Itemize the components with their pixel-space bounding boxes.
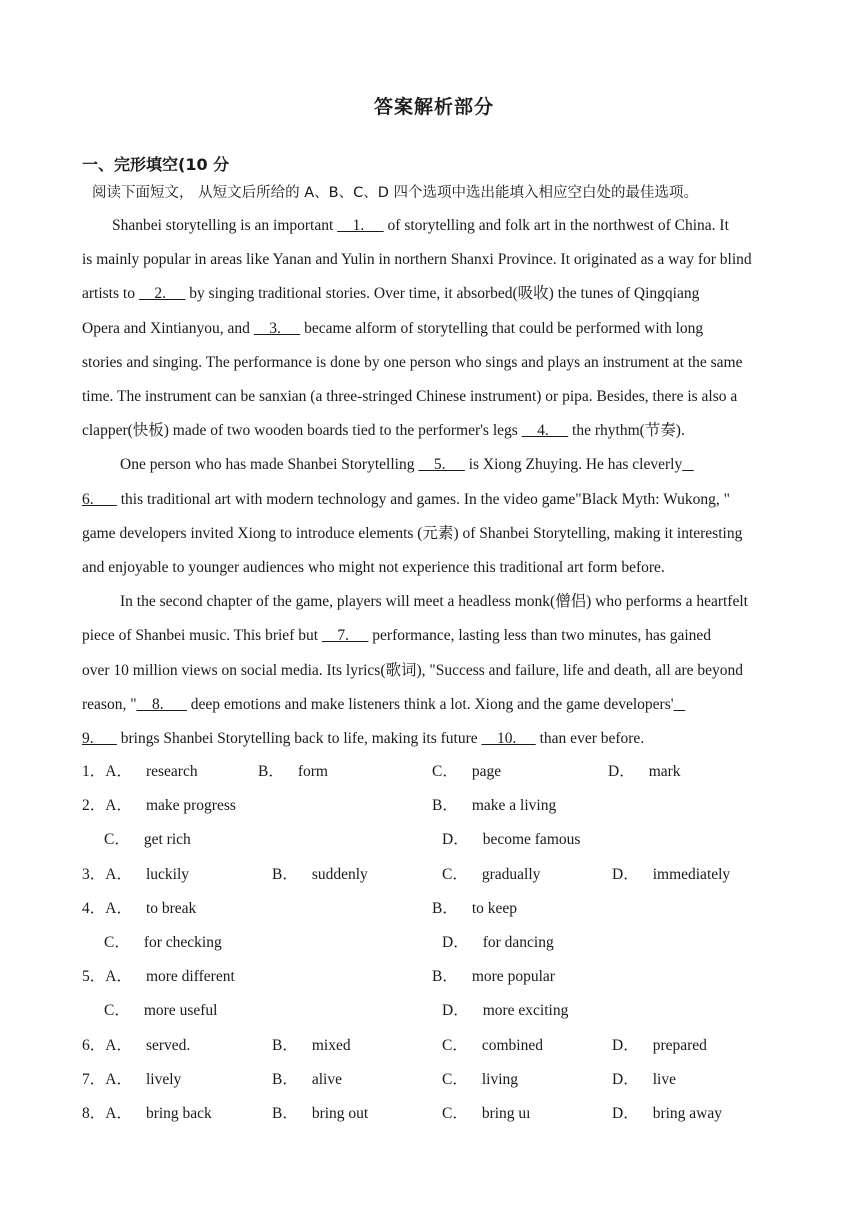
option-label: D． — [612, 1036, 639, 1054]
option-label: C． — [104, 831, 130, 849]
passage-line — [82, 693, 685, 717]
answer-option — [82, 897, 196, 921]
option-text: mixed — [311, 1036, 351, 1054]
option-label: C． — [104, 934, 130, 951]
option-label: 3．A． — [82, 865, 132, 883]
answer-option — [272, 863, 368, 887]
passage-line — [82, 351, 742, 375]
answer-option — [442, 1034, 543, 1058]
option-label: 6．A． — [82, 1036, 132, 1054]
answer-option — [272, 1034, 351, 1058]
passage-text: Opera and Xintianyou, and — [82, 319, 254, 337]
passage-text: In the second chapter of the game, players will meet a headless monk(僧侣) who performs a heartfelt — [120, 593, 748, 611]
passage-line — [82, 727, 644, 751]
answer-blank: 6. — [82, 490, 117, 508]
passage-text: deep emotions and make listeners think a lot. Xiong and the game developers' — [186, 695, 674, 713]
answer-option — [82, 794, 236, 818]
option-label: B． — [272, 1070, 298, 1088]
option-label: D． — [612, 1070, 639, 1088]
option-label: D． — [612, 1105, 639, 1122]
answer-option — [82, 1068, 181, 1092]
option-text: luckily — [145, 865, 190, 883]
option-label: C． — [442, 865, 468, 883]
option-label: B． — [432, 899, 458, 917]
option-label: D． — [442, 831, 469, 849]
option-text: to break — [145, 899, 197, 917]
answer-option — [442, 1102, 531, 1126]
option-text: bring back — [145, 1105, 212, 1122]
option-text: bring away — [652, 1105, 722, 1122]
option-text: for dancing — [482, 934, 554, 951]
answer-option — [612, 1102, 722, 1126]
answer-option — [82, 1102, 212, 1126]
option-label: 8．A． — [82, 1105, 132, 1122]
option-text: more useful — [143, 1002, 218, 1020]
instruction-text: 阅读下面短文， 从短文后所给的 A、B、C、D 四个选项中选出能填入相应空白处的最佳选项。 — [92, 185, 698, 201]
option-text: lively — [145, 1070, 182, 1088]
passage-text: piece of Shanbei music. This brief but — [82, 627, 322, 645]
option-text: suddenly — [311, 865, 368, 883]
option-text: combined — [481, 1036, 543, 1054]
option-label: B． — [432, 797, 458, 815]
passage-text: became alform of storytelling that could be performed with long — [300, 319, 704, 337]
option-text: get rich — [143, 831, 191, 849]
passage-text: is Xiong Zhuying. He has cleverly — [464, 456, 683, 474]
answer-option — [82, 863, 189, 887]
answer-option — [612, 1034, 707, 1058]
answer-option — [442, 999, 568, 1023]
passage-text: One person who has made Shanbei Storytelling — [120, 456, 419, 474]
passage-text: is mainly popular in areas like Yanan and Yulin in northern Shanxi Province. It originated as a way for blind — [82, 251, 752, 269]
passage-line — [82, 419, 685, 443]
answer-option — [82, 1034, 190, 1058]
option-text: alive — [311, 1070, 342, 1088]
answer-blank: 8. — [136, 695, 187, 713]
answer-option — [104, 931, 222, 955]
passage-text: Shanbei storytelling is an important — [112, 217, 338, 234]
option-text: make a living — [471, 797, 557, 815]
answer-option — [442, 931, 554, 955]
answer-blank — [674, 696, 686, 713]
passage-line — [82, 248, 752, 272]
passage-text: this traditional art with modern technology and games. In the video game"Black Myth: Wukong, " — [116, 490, 730, 508]
passage-text: the rhythm(节奏). — [568, 422, 685, 440]
option-text: make progress — [145, 797, 236, 815]
option-label: D． — [608, 763, 635, 780]
option-label: C． — [432, 763, 458, 780]
answer-option — [272, 1068, 342, 1092]
option-label: B． — [432, 968, 458, 986]
passage-line — [82, 556, 665, 580]
option-label: 5．A． — [82, 968, 132, 986]
option-label: 4．A． — [82, 899, 132, 917]
option-text: more popular — [471, 968, 555, 986]
option-label: C． — [442, 1070, 468, 1088]
answer-option — [612, 1068, 676, 1092]
option-text: live — [652, 1070, 676, 1088]
passage-text: performance, lasting less than two minutes, has gained — [368, 627, 712, 645]
passage-text: stories and singing. The performance is done by one person who sings and plays an instrument at the same — [82, 353, 743, 371]
answer-blank: 10. — [481, 730, 536, 747]
passage-text: and enjoyable to younger audiences who might not experience this traditional art form before. — [82, 559, 665, 576]
passage-text: brings Shanbei Storytelling back to life, making its future — [116, 730, 482, 747]
option-text: immediately — [652, 865, 731, 883]
answer-option — [432, 794, 556, 818]
passage-text: game developers invited Xiong to introduce elements (元素) of Shanbei Storytelling, making it interesting — [82, 524, 743, 542]
passage-line — [82, 385, 737, 409]
option-label: C． — [442, 1105, 468, 1122]
section-heading: 一、完形填空(10 分 — [82, 155, 230, 174]
answer-blank: 2. — [138, 285, 186, 303]
answer-blank: 3. — [253, 319, 301, 337]
option-text: become famous — [482, 831, 581, 849]
option-text: more different — [145, 968, 235, 986]
answer-blank: 1. — [337, 217, 384, 234]
option-text: form — [297, 763, 328, 780]
option-label: 7．A． — [82, 1070, 132, 1088]
answer-option — [432, 965, 555, 989]
passage-line — [82, 282, 699, 306]
option-label: D． — [612, 865, 639, 883]
passage-text: reason, " — [82, 695, 137, 713]
passage-line — [82, 453, 694, 477]
passage-line — [82, 317, 703, 341]
option-text: research — [145, 763, 198, 780]
option-label: 1．A． — [82, 763, 132, 780]
passage-text: time. The instrument can be sanxian (a three-stringed Chinese instrument) or pipa. Besides, there is also a — [82, 388, 738, 405]
answer-blank: 7. — [321, 627, 369, 645]
passage-text: over 10 million views on social media. Its lyrics(歌词), "Success and failure, life and death, all are beyond — [82, 661, 744, 679]
option-label: D． — [442, 934, 469, 951]
answer-option — [104, 828, 191, 852]
answer-option — [272, 1102, 368, 1126]
answer-option — [442, 863, 540, 887]
option-label: B． — [272, 1036, 298, 1054]
option-text: to keep — [471, 899, 518, 917]
option-text: prepared — [652, 1036, 707, 1054]
passage-text: by singing traditional stories. Over time, it absorbed(吸收) the tunes of Qingqiang — [185, 285, 700, 303]
answer-option — [432, 897, 517, 921]
answer-blank: 9. — [82, 730, 117, 747]
passage-line — [82, 659, 743, 683]
answer-blank: 5. — [418, 456, 465, 474]
page-title: 答案解析部分 — [373, 96, 494, 118]
option-text: living — [481, 1070, 519, 1088]
passage-line — [82, 488, 730, 512]
passage-line — [82, 214, 729, 238]
passage-text: clapper(快板) made of two wooden boards tied to the performer's legs — [82, 422, 522, 440]
option-text: for checking — [143, 934, 222, 951]
answer-option — [82, 965, 235, 989]
passage-line — [82, 624, 711, 648]
answer-option — [258, 760, 328, 784]
option-text: page — [471, 763, 502, 780]
answer-option — [82, 760, 198, 784]
answer-option — [442, 1068, 518, 1092]
passage-text: than ever before. — [535, 730, 645, 747]
option-label: B． — [272, 865, 298, 883]
option-label: C． — [104, 1002, 130, 1020]
option-text: bring out — [311, 1105, 369, 1122]
answer-option — [442, 828, 580, 852]
option-label: 2．A． — [82, 797, 132, 815]
option-label: C． — [442, 1036, 468, 1054]
passage-line — [82, 590, 748, 614]
option-text: more exciting — [482, 1002, 569, 1020]
option-label: B． — [272, 1105, 298, 1122]
answer-blank — [682, 456, 694, 473]
option-label: D． — [442, 1002, 469, 1020]
option-text: bring uı — [481, 1105, 531, 1122]
answer-option — [104, 999, 217, 1023]
answer-option — [612, 863, 730, 887]
answer-option — [608, 760, 681, 784]
option-text: served. — [145, 1036, 191, 1054]
passage-text: artists to — [82, 285, 139, 303]
option-text: gradually — [481, 865, 541, 883]
option-label: B． — [258, 763, 284, 780]
answer-option — [432, 760, 501, 784]
option-text: mark — [648, 763, 681, 780]
passage-line — [82, 522, 742, 546]
answer-blank: 4. — [521, 422, 569, 440]
passage-text: of storytelling and folk art in the northwest of China. It — [383, 217, 729, 234]
